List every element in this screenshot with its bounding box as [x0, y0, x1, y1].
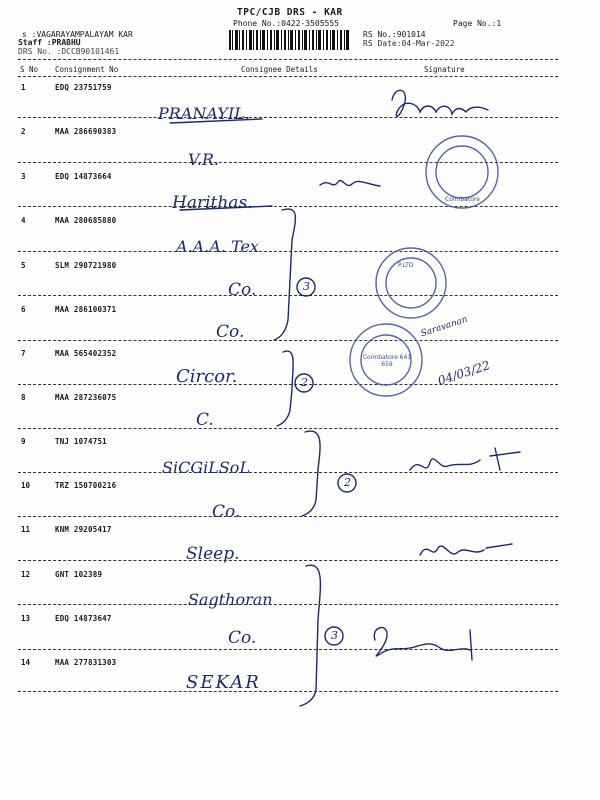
circled-count: 2 — [344, 476, 351, 489]
rs-number: RS No.:901014 — [363, 30, 426, 39]
row-sno: 1 — [21, 83, 26, 92]
row-sno: 12 — [21, 570, 31, 579]
drs-number: DRS No. :DCCB90101461 — [18, 47, 120, 56]
handwritten-name: Sagthoran — [188, 590, 273, 609]
row-consignment: KNM 29205417 — [55, 525, 112, 534]
row-sno: 7 — [21, 349, 26, 358]
handwritten-date: 04/03/22 — [436, 358, 492, 388]
document-title: TPC/CJB DRS - KAR — [237, 7, 343, 18]
handwritten-name: Co. — [212, 502, 241, 522]
circled-count: 2 — [301, 376, 308, 389]
row-consignment: SLM 290721980 — [55, 261, 117, 270]
col-consignee: Consignee Details — [241, 65, 318, 74]
col-signature: Signature — [424, 65, 465, 74]
circled-count: 3 — [303, 280, 310, 293]
row-consignment: GNT 102389 — [55, 570, 103, 579]
row-sno: 6 — [21, 305, 26, 314]
handwritten-name: C. — [196, 410, 214, 430]
row-consignment: MAA 287236075 — [55, 393, 117, 402]
row-sno: 8 — [21, 393, 26, 402]
row-sno: 2 — [21, 127, 26, 136]
handwritten-name: Circor. — [176, 366, 238, 387]
row-consignment: MAA 286690383 — [55, 127, 117, 136]
handwritten-name: Sleep. — [186, 544, 240, 564]
handwritten-name: Harithas. — [172, 193, 253, 213]
handwritten-name: Co. — [216, 322, 245, 342]
handwritten-name: A.A.A. Tex — [176, 237, 259, 256]
row-consignment: MAA 565402352 — [55, 349, 117, 358]
stamp-text: Coimbatore 641 659 — [362, 354, 412, 368]
row-sno: 10 — [21, 481, 31, 490]
row-sno: 4 — [21, 216, 26, 225]
handwritten-name: SiCGiLSoL — [162, 458, 251, 477]
row-sno: 3 — [21, 172, 26, 181]
row-sno: 5 — [21, 261, 26, 270]
row-consignment: MAA 277831303 — [55, 658, 117, 667]
handwritten-name: V.R. — [188, 150, 219, 169]
row-consignment: EDQ 14873664 — [55, 172, 112, 181]
stamp-text: P.LTD — [398, 262, 414, 269]
row-consignment: TRZ 150700216 — [55, 481, 117, 490]
staff-label: Staff :PRABHU — [18, 38, 81, 47]
handwritten-name: PRANAYIL. — [158, 104, 250, 123]
col-sno: S No — [20, 65, 39, 74]
circled-count: 3 — [331, 629, 338, 642]
row-consignment: MAA 286100371 — [55, 305, 117, 314]
row-consignment: EDQ 23751759 — [55, 83, 112, 92]
rs-date: RS Date:04-Mar-2022 — [363, 39, 455, 48]
col-consignment: Consignment No — [55, 65, 119, 74]
row-sno: 14 — [21, 658, 31, 667]
row-consignment: EDQ 14873647 — [55, 614, 112, 623]
row-sno: 11 — [21, 525, 31, 534]
row-consignment: TNJ 1074751 — [55, 437, 107, 446]
handwritten-note: Saravanan — [419, 314, 469, 340]
handwritten-name: SEKAR — [186, 672, 261, 693]
page-number: Page No.:1 — [453, 19, 502, 28]
stamp-text: Coimbatore — [445, 196, 480, 203]
row-sno: 13 — [21, 614, 31, 623]
handwritten-name: Co. — [228, 628, 257, 648]
row-consignment: MAA 280685880 — [55, 216, 117, 225]
branch-label: s :VAGARAYAMPALAYAM KAR — [22, 30, 133, 39]
row-sno: 9 — [21, 437, 26, 446]
handwritten-name: Co. — [228, 280, 257, 300]
phone-number: Phone No.:0422-3505555 — [233, 19, 339, 28]
